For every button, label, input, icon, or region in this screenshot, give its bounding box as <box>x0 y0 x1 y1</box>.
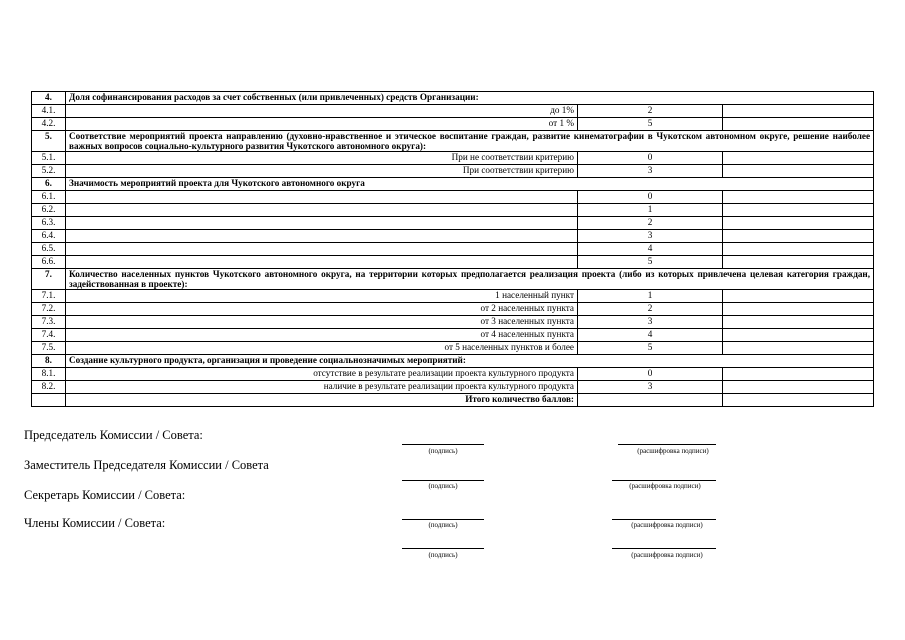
criterion-number: 7.3. <box>32 316 66 329</box>
section-number: 6. <box>32 178 66 191</box>
criterion-score: 2 <box>578 303 723 316</box>
criterion-entry-cell[interactable] <box>723 256 874 269</box>
decoding-line[interactable] <box>612 480 716 481</box>
criterion-description: 1 населенный пункт <box>66 290 578 303</box>
criterion-number: 6.2. <box>32 204 66 217</box>
criterion-number: 7.5. <box>32 342 66 355</box>
section-title: Создание культурного продукта, организация и проведение социальнозначимых мероприятий: <box>66 355 874 368</box>
total-entry-cell[interactable] <box>723 394 874 407</box>
criterion-entry-cell[interactable] <box>723 290 874 303</box>
section-title: Количество населенных пунктов Чукотского автономного округа, на территории которых предполагается реализация проекта (либо из которых привлечена целевая категория граждан, задействованная в проекте): <box>66 269 874 290</box>
criterion-description <box>66 243 578 256</box>
criterion-row <box>32 105 874 118</box>
criterion-score: 1 <box>578 204 723 217</box>
criterion-description: от 4 населенных пункта <box>66 329 578 342</box>
criterion-number: 4.1. <box>32 105 66 118</box>
criterion-row <box>32 165 874 178</box>
criterion-number: 6.4. <box>32 230 66 243</box>
section-number: 5. <box>32 131 66 152</box>
section-number: 8. <box>32 355 66 368</box>
criterion-score: 5 <box>578 256 723 269</box>
criterion-description: от 1 % <box>66 118 578 131</box>
decoding-caption: (расшифровка подписи) <box>631 551 703 559</box>
criterion-score: 0 <box>578 368 723 381</box>
total-number-cell <box>32 394 66 407</box>
criterion-score: 0 <box>578 191 723 204</box>
signature-caption: (подпись) <box>428 521 458 529</box>
secretary-label: Секретарь Комиссии / Совета: <box>24 488 186 502</box>
criterion-row <box>32 230 874 243</box>
criterion-entry-cell[interactable] <box>723 368 874 381</box>
signature-caption: (подпись) <box>428 551 458 559</box>
criterion-description: от 2 населенных пункта <box>66 303 578 316</box>
criterion-description: наличие в результате реализации проекта культурного продукта <box>66 381 578 394</box>
total-label: Итого количество баллов: <box>66 394 578 407</box>
criterion-description <box>66 256 578 269</box>
criterion-score: 5 <box>578 342 723 355</box>
criterion-score: 5 <box>578 118 723 131</box>
criteria-table <box>31 91 874 407</box>
criterion-entry-cell[interactable] <box>723 342 874 355</box>
criterion-entry-cell[interactable] <box>723 165 874 178</box>
total-row <box>32 394 874 407</box>
criterion-entry-cell[interactable] <box>723 316 874 329</box>
criterion-score: 3 <box>578 165 723 178</box>
criterion-score: 2 <box>578 217 723 230</box>
criterion-entry-cell[interactable] <box>723 230 874 243</box>
criterion-description: от 5 населенных пунктов и более <box>66 342 578 355</box>
signature-line[interactable] <box>402 444 484 445</box>
decoding-caption: (расшифровка подписи) <box>637 447 709 455</box>
criterion-description: отсутствие в результате реализации проекта культурного продукта <box>66 368 578 381</box>
criterion-row <box>32 256 874 269</box>
criterion-entry-cell[interactable] <box>723 303 874 316</box>
criterion-row <box>32 118 874 131</box>
criterion-score: 3 <box>578 381 723 394</box>
criterion-entry-cell[interactable] <box>723 118 874 131</box>
criterion-entry-cell[interactable] <box>723 243 874 256</box>
criterion-number: 6.1. <box>32 191 66 204</box>
criterion-entry-cell[interactable] <box>723 152 874 165</box>
criterion-description: от 3 населенных пункта <box>66 316 578 329</box>
criterion-row <box>32 329 874 342</box>
criterion-description <box>66 204 578 217</box>
decoding-caption: (расшифровка подписи) <box>631 521 703 529</box>
signature-line[interactable] <box>402 480 484 481</box>
criterion-number: 7.1. <box>32 290 66 303</box>
decoding-line[interactable] <box>612 519 716 520</box>
criterion-number: 6.5. <box>32 243 66 256</box>
criteria-table-body <box>32 92 874 407</box>
criterion-number: 5.2. <box>32 165 66 178</box>
criterion-entry-cell[interactable] <box>723 191 874 204</box>
criterion-number: 8.2. <box>32 381 66 394</box>
criterion-row <box>32 217 874 230</box>
criterion-score: 2 <box>578 105 723 118</box>
criterion-row <box>32 342 874 355</box>
criterion-number: 8.1. <box>32 368 66 381</box>
criterion-description: При не соответствии критерию <box>66 152 578 165</box>
criterion-row <box>32 204 874 217</box>
criterion-score: 4 <box>578 243 723 256</box>
section-header-row <box>32 355 874 368</box>
criterion-row <box>32 381 874 394</box>
criterion-row <box>32 152 874 165</box>
criterion-number: 4.2. <box>32 118 66 131</box>
criterion-number: 6.6. <box>32 256 66 269</box>
members-label: Члены Комиссии / Совета: <box>24 516 166 530</box>
decoding-line[interactable] <box>618 444 716 445</box>
section-title: Значимость мероприятий проекта для Чукотского автономного округа <box>66 178 874 191</box>
criterion-entry-cell[interactable] <box>723 204 874 217</box>
criterion-description: При соответствии критерию <box>66 165 578 178</box>
section-number: 4. <box>32 92 66 105</box>
deputy-label: Заместитель Председателя Комиссии / Совета <box>24 458 269 472</box>
criterion-score: 3 <box>578 316 723 329</box>
criterion-row <box>32 243 874 256</box>
criterion-number: 7.2. <box>32 303 66 316</box>
decoding-caption: (расшифровка подписи) <box>629 482 701 490</box>
section-number: 7. <box>32 269 66 290</box>
criterion-number: 7.4. <box>32 329 66 342</box>
criterion-entry-cell[interactable] <box>723 217 874 230</box>
decoding-line[interactable] <box>612 548 716 549</box>
criterion-row <box>32 316 874 329</box>
section-title: Соответствие мероприятий проекта направлению (духовно-нравственное и этическое воспитание граждан, развитие кинематографии в Чукотском автономном округе, решение наиболее важных вопросов социально-культурного развития Чукотского автономного округа): <box>66 131 874 152</box>
signature-caption: (подпись) <box>428 447 458 455</box>
criterion-entry-cell[interactable] <box>723 105 874 118</box>
section-title: Доля софинансирования расходов за счет собственных (или привлеченных) средств Организации: <box>66 92 874 105</box>
criterion-score: 4 <box>578 329 723 342</box>
chair-label: Председатель Комиссии / Совета: <box>24 428 203 442</box>
criterion-description <box>66 230 578 243</box>
signature-line[interactable] <box>402 548 484 549</box>
signature-caption: (подпись) <box>428 482 458 490</box>
criterion-score: 0 <box>578 152 723 165</box>
criterion-entry-cell[interactable] <box>723 329 874 342</box>
criterion-description <box>66 217 578 230</box>
section-header-row <box>32 269 874 290</box>
criterion-row <box>32 290 874 303</box>
criterion-entry-cell[interactable] <box>723 381 874 394</box>
criterion-score: 1 <box>578 290 723 303</box>
criterion-description <box>66 191 578 204</box>
total-score-cell[interactable] <box>578 394 723 407</box>
criterion-number: 6.3. <box>32 217 66 230</box>
criterion-number: 5.1. <box>32 152 66 165</box>
section-header-row <box>32 131 874 152</box>
criterion-row <box>32 368 874 381</box>
criterion-description: до 1% <box>66 105 578 118</box>
criterion-score: 3 <box>578 230 723 243</box>
section-header-row <box>32 178 874 191</box>
criterion-row <box>32 303 874 316</box>
criterion-row <box>32 191 874 204</box>
section-header-row <box>32 92 874 105</box>
signature-line[interactable] <box>402 519 484 520</box>
